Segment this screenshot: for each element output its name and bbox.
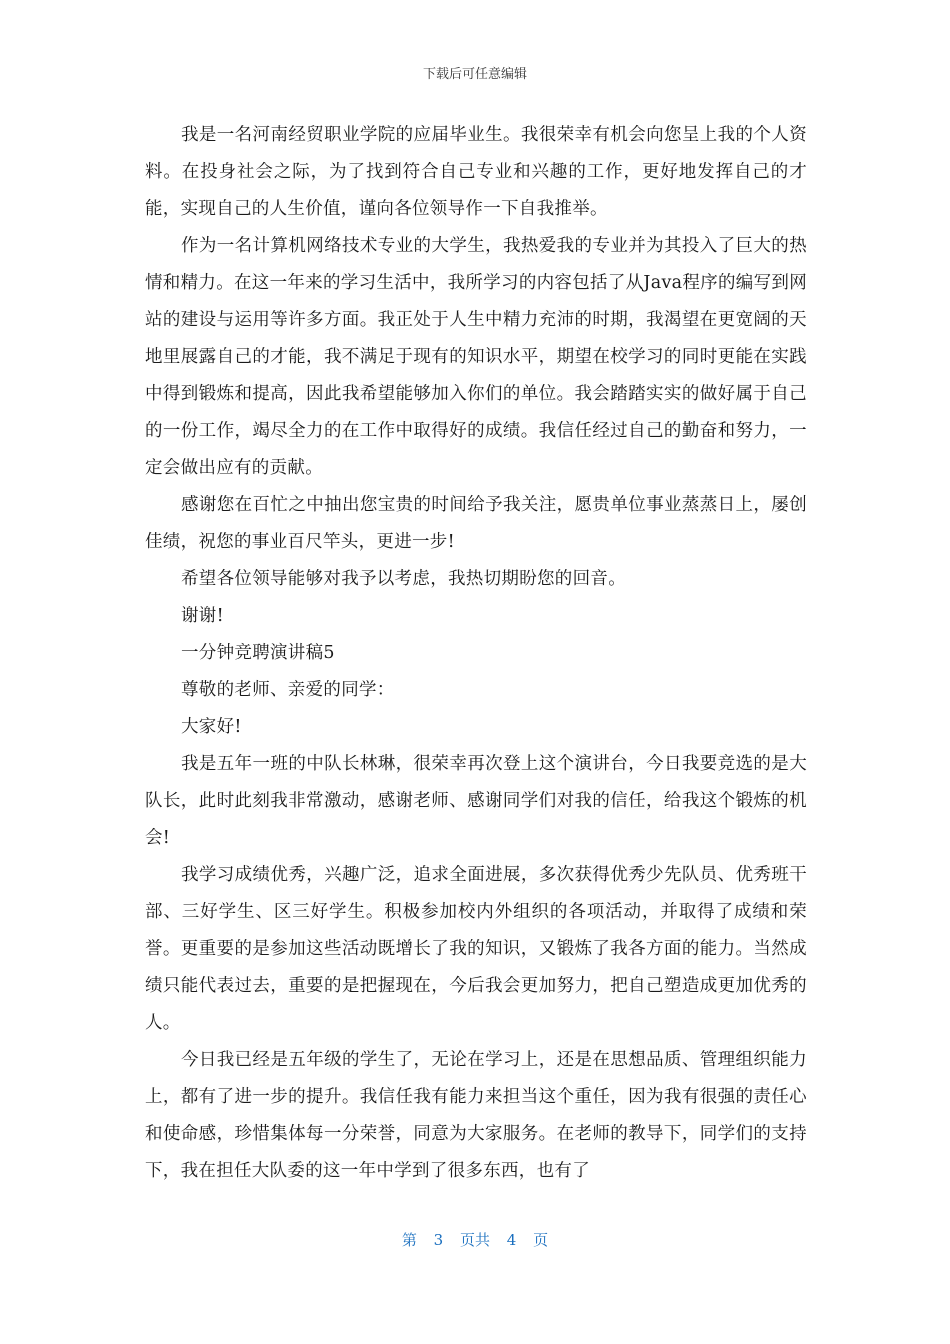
paragraph: 今日我已经是五年级的学生了，无论在学习上，还是在思想品质、管理组织能力上，都有了进一步的提升。我信任我有能力来担当这个重任，因为我有很强的责任心和使命感，珍惜集体每一分荣誉，同意为大家服务。在老师的教导下，同学们的支持下，我在担任大队委的这一年中学到了很多东西，也有了: [145, 1050, 807, 1181]
greeting: 大家好!: [181, 717, 242, 737]
page-header-note: 下载后可任意编辑: [422, 67, 527, 82]
paragraph: 我是五年一班的中队长林琳，很荣幸再次登上这个演讲台，今日我要竞选的是大队长，此时此刻我非常激动，感谢老师、感谢同学们对我的信任，给我这个锻炼的机会!: [145, 754, 807, 848]
paragraph: 我学习成绩优秀，兴趣广泛，追求全面进展，多次获得优秀少先队员、优秀班干部、三好学生、区三好学生。积极参加校内外组织的各项活动，并取得了成绩和荣誉。更重要的是参加这些活动既增长了我的知识，又锻炼了我各方面的能力。当然成绩只能代表过去，重要的是把握现在，今后我会更加努力，把自己塑造成更加优秀的人。: [145, 865, 807, 1033]
paragraph: 作为一名计算机网络技术专业的大学生，我热爱我的专业并为其投入了巨大的热情和精力。在这一年来的学习生活中，我所学习的内容包括了从Java程序的编写到网站的建设与运用等许多方面。我正处于人生中精力充沛的时期，我渴望在更宽阔的天地里展露自己的才能，我不满足于现有的知识水平，期望在校学习的同时更能在实践中得到锻炼和提高，因此我希望能够加入你们的单位。我会踏踏实实的做好属于自己的一份工作，竭尽全力的在工作中取得好的成绩。我信任经过自己的勤奋和努力，一定会做出应有的贡献。: [145, 236, 807, 478]
salutation: 尊敬的老师、亲爱的同学：: [181, 680, 395, 700]
paragraph: 我是一名河南经贸职业学院的应届毕业生。我很荣幸有机会向您呈上我的个人资料。在投身社会之际，为了找到符合自己专业和兴趣的工作，更好地发挥自己的才能，实现自己的人生价值，谨向各位领导作一下自我推举。: [145, 125, 807, 219]
paragraph: 谢谢!: [181, 606, 224, 626]
paragraph: 希望各位领导能够对我予以考虑，我热切期盼您的回音。: [181, 569, 626, 589]
paragraph: 感谢您在百忙之中抽出您宝贵的时间给予我关注，愿贵单位事业蒸蒸日上，屡创佳绩，祝您的事业百尺竿头，更进一步!: [145, 495, 807, 552]
document-body: [145, 117, 807, 1190]
section-title: 一分钟竞聘演讲稿5: [181, 643, 335, 663]
page-number: 第 3 页共 4 页: [401, 1231, 549, 1249]
